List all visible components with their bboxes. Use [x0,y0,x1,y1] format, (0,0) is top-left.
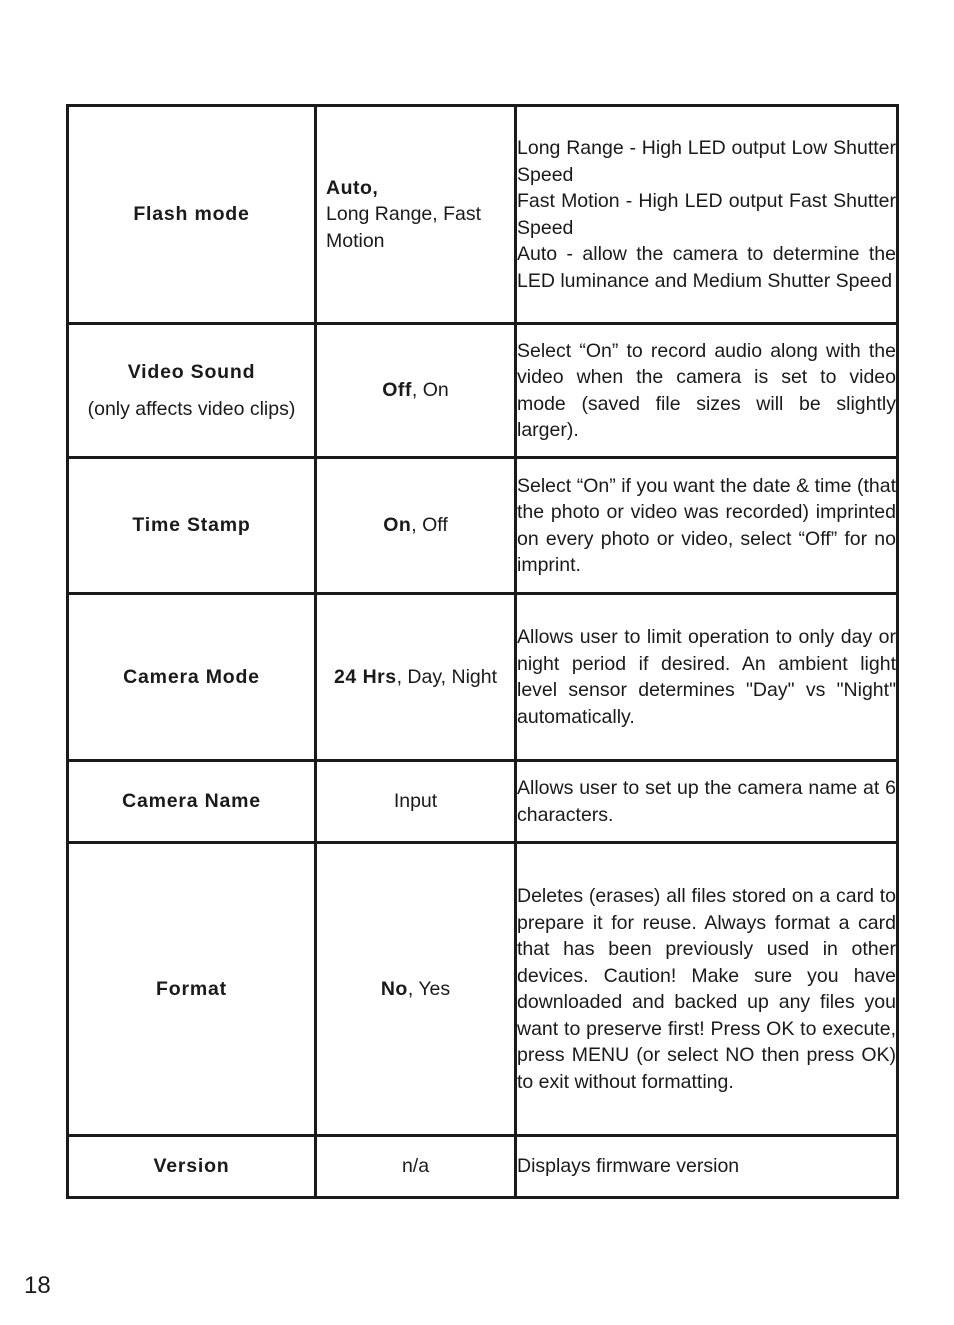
description-line: Select “On” if you want the date & time (that the photo or video was recorded) imprinted on every photo or video, select “Off” for no imprint. [517,474,896,576]
other-options: , Yes [407,977,451,1000]
description-line: Auto - allow the camera to determine the LED luminance and Medium Shutter Speed [517,243,896,292]
default-option: On [383,514,412,537]
other-options: Input [393,790,438,813]
setting-options [316,1136,516,1198]
setting-options [316,843,516,1136]
table-row [68,324,898,458]
table-row [68,761,898,843]
table-row [68,843,898,1136]
description-line: Select “On” to record audio along with the video when the camera is set to video mode (saved file sizes will be slightly larger). [517,339,896,441]
other-options: Long Range, Fast Motion [326,203,482,252]
default-option: No [380,977,408,1000]
setting-options [316,324,516,458]
setting-name: Time Stamp [68,458,316,594]
default-option: 24 Hrs [333,665,397,688]
description-line: Fast Motion - High LED output Fast Shutter Speed [517,190,896,239]
setting-description [516,843,898,1136]
setting-name: Flash mode [68,106,316,324]
table-row [68,106,898,324]
table-row [68,458,898,594]
description-line: Allows user to set up the camera name at 6 characters. [517,777,896,826]
setting-name: Version [68,1136,316,1198]
setting-description [516,594,898,761]
other-options: , Day, Night [396,665,498,688]
page-number: 18 [24,1272,51,1299]
table-row [68,1136,898,1198]
setting-options [316,761,516,843]
description-line: Displays firmware version [517,1155,740,1178]
other-options: n/a [401,1155,430,1178]
setting-options [316,458,516,594]
setting-name: Format [68,843,316,1136]
setting-name: Camera Name [68,761,316,843]
other-options: , Off [411,514,448,537]
settings-table [66,104,899,1199]
setting-description [516,324,898,458]
default-option: Off [382,379,412,402]
description-line: Deletes (erases) all files stored on a card to prepare it for reuse. Always format a card that has been previously used in other devices. Caution! Make sure you have downloaded and backed up any files you want to preserve first! Press OK to execute, press MENU (or select NO then press OK) to exit without formatting. [517,885,896,1093]
setting-description [516,458,898,594]
setting-name: Video Sound (only affects video clips) [68,324,316,458]
setting-description [516,1136,898,1198]
description-line: Allows user to limit operation to only day or night period if desired. An ambient light level sensor determines "Day" vs "Night" automatically. [517,626,896,728]
setting-options [316,106,516,324]
setting-name: Camera Mode [68,594,316,761]
setting-subnote: (only affects video clips) [87,397,296,420]
other-options: , On [411,379,449,402]
default-option: Auto, [326,176,379,199]
table-row [68,594,898,761]
setting-description [516,761,898,843]
setting-description [516,106,898,324]
setting-options [316,594,516,761]
description-line: Long Range - High LED output Low Shutter Speed [517,137,896,186]
